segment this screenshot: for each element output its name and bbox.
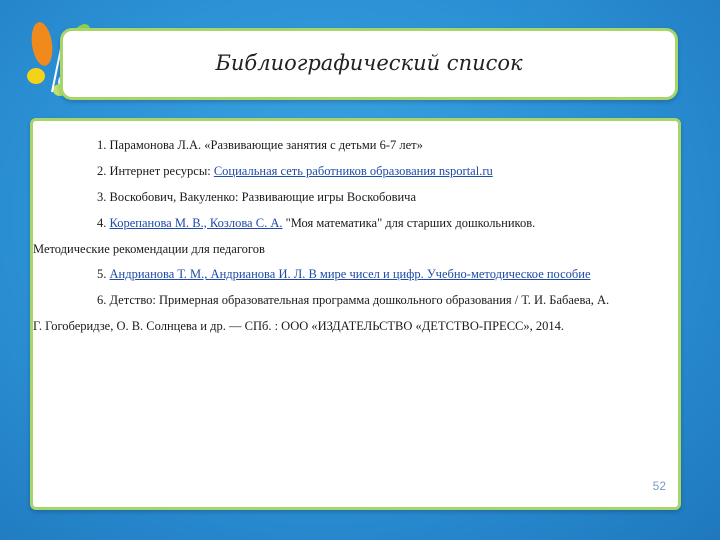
entry-4-suffix: "Моя математика" для старших дошкольников. (282, 215, 536, 230)
list-item (33, 215, 670, 258)
list-item (61, 163, 670, 180)
entry-1-text: 1. Парамонова Л.А. «Развивающие занятия с детьми 6-7 лет» (97, 138, 423, 152)
content-frame (30, 118, 681, 510)
list-item (61, 266, 670, 283)
bibliography-list (33, 137, 670, 344)
title-frame (60, 28, 678, 100)
entry-6-continuation: Г. Гогоберидзе, О. В. Солнцева и др. — СПб. : ООО «ИЗДАТЕЛЬСТВО «ДЕТСТВО-ПРЕСС», 2014. (33, 319, 564, 334)
entry-5-prefix: 5. (97, 267, 110, 282)
entry-4-prefix: 4. (97, 215, 110, 230)
page-title: Библиографический список (215, 51, 523, 75)
page-number: 52 (652, 479, 666, 493)
entry-6-text: 6. Детство: Примерная образовательная программа дошкольного образования / Т. И. Бабаева, А. (97, 293, 610, 308)
entry-2-link[interactable]: Социальная сеть работников образования nsportal.ru (213, 163, 493, 178)
entry-4-link[interactable]: Корепанова М. В., Козлова С. А. (109, 215, 283, 230)
list-item (33, 292, 670, 335)
entry-2-prefix: 2. Интернет ресурсы: (97, 163, 214, 178)
list-item (61, 189, 670, 206)
entry-5-link[interactable]: Андрианова Т. М., Андрианова И. Л. В мире чисел и цифр. Учебно-методическое пособие (109, 267, 591, 282)
entry-4-continuation: Методические рекомендации для педагогов (33, 241, 265, 256)
list-item (61, 137, 670, 154)
entry-3-text: 3. Воскобович, Вакуленко: Развивающие игры Воскобовича (97, 189, 417, 204)
